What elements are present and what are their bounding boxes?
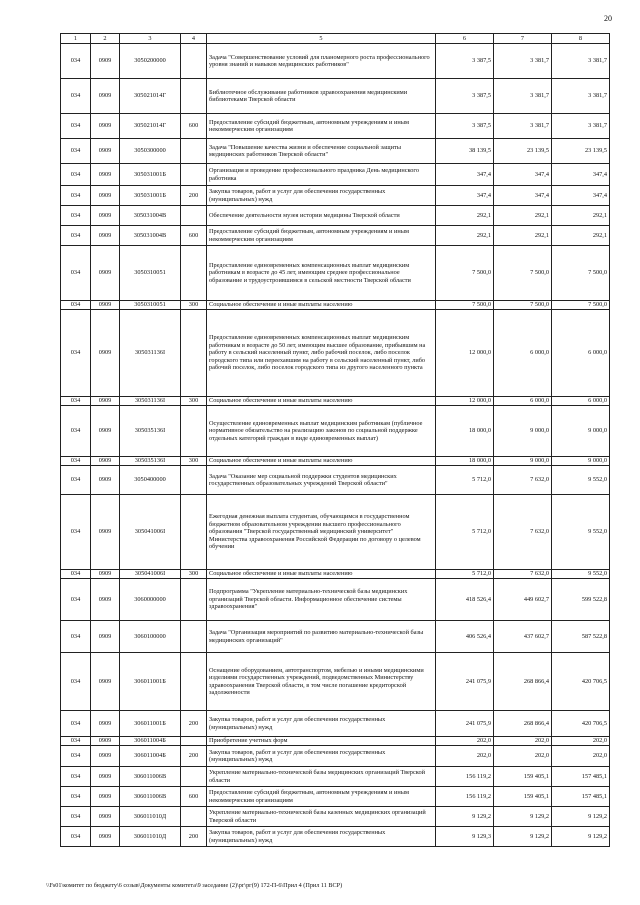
expense-type-cell: 600: [181, 114, 207, 139]
table-row: [61, 406, 610, 457]
table-row: [61, 226, 610, 246]
section-code-cell: 034: [61, 79, 91, 114]
item-name-cell: Осуществление единовременных выплат медицинским работникам (публичное нормативное обязательство на реализацию законов по социальной поддержке отдельных категорий граждан в виде единовременных выплат): [207, 406, 436, 457]
amount-col8-cell: 9 000,0: [552, 457, 610, 466]
subsection-code-cell: 0909: [91, 246, 120, 301]
subsection-code-cell: 0909: [91, 457, 120, 466]
item-name-cell: Подпрограмма "Укрепление материально-технической базы медицинских организаций Тверской области. Информационное обеспечение системы здравоохранения": [207, 579, 436, 621]
amount-col6-cell: 7 500,0: [436, 301, 494, 310]
item-name-cell: Организация и проведение профессионального праздника День медицинского работника: [207, 164, 436, 186]
amount-col7-cell: 292,1: [494, 226, 552, 246]
header-row: [61, 34, 610, 44]
subsection-code-cell: 0909: [91, 653, 120, 711]
table-row: [61, 457, 610, 466]
target-article-cell: 305021014Г: [120, 79, 181, 114]
section-code-cell: 034: [61, 711, 91, 737]
expense-type-cell: 600: [181, 226, 207, 246]
section-code-cell: 034: [61, 495, 91, 570]
amount-col6-cell: 5 712,0: [436, 495, 494, 570]
table-body: [61, 44, 610, 847]
subsection-code-cell: 0909: [91, 827, 120, 847]
item-name-cell: Задача "Повышение качества жизни и обеспечение социальной защиты медицинских работников Тверской области": [207, 139, 436, 164]
amount-col7-cell: 9 000,0: [494, 406, 552, 457]
target-article-cell: 3050310051: [120, 301, 181, 310]
subsection-code-cell: 0909: [91, 301, 120, 310]
section-code-cell: 034: [61, 406, 91, 457]
item-name-cell: Задача "Оказание мер социальной поддержки студентов медицинских государственных образовательных учреждений Тверской области": [207, 466, 436, 495]
amount-col6-cell: 5 712,0: [436, 466, 494, 495]
item-name-cell: Библиотечное обслуживание работников здравоохранения медицинскими библиотеками Тверской области: [207, 79, 436, 114]
item-name-cell: Укрепление материально-технической базы казенных медицинских организаций Тверской области: [207, 807, 436, 827]
amount-col7-cell: 7 632,0: [494, 466, 552, 495]
amount-col6-cell: 202,0: [436, 737, 494, 746]
table-row: [61, 767, 610, 787]
amount-col6-cell: 241 075,9: [436, 711, 494, 737]
section-code-cell: 034: [61, 114, 91, 139]
table-row: [61, 466, 610, 495]
item-name-cell: Закупка товаров, работ и услуг для обеспечения государственных (муниципальных) нужд: [207, 746, 436, 767]
item-name-cell: Социальное обеспечение и иные выплаты населению: [207, 397, 436, 406]
subsection-code-cell: 0909: [91, 621, 120, 653]
expense-type-cell: [181, 44, 207, 79]
expense-type-cell: 600: [181, 787, 207, 807]
section-code-cell: 034: [61, 466, 91, 495]
table-row: [61, 737, 610, 746]
section-code-cell: 034: [61, 570, 91, 579]
page-number: 20: [604, 14, 612, 23]
target-article-cell: 305035136I: [120, 406, 181, 457]
section-code-cell: 034: [61, 737, 91, 746]
amount-col7-cell: 7 632,0: [494, 570, 552, 579]
item-name-cell: Обеспечение деятельности музея истории медицины Тверской области: [207, 206, 436, 226]
amount-col7-cell: 159 405,1: [494, 787, 552, 807]
table-row: [61, 579, 610, 621]
amount-col7-cell: 9 129,2: [494, 807, 552, 827]
section-code-cell: 034: [61, 787, 91, 807]
section-code-cell: 034: [61, 301, 91, 310]
amount-col7-cell: 9 000,0: [494, 457, 552, 466]
expense-type-cell: [181, 206, 207, 226]
expense-type-cell: [181, 621, 207, 653]
amount-col7-cell: 7 500,0: [494, 301, 552, 310]
table-row: [61, 653, 610, 711]
subsection-code-cell: 0909: [91, 79, 120, 114]
target-article-cell: 305021014Г: [120, 114, 181, 139]
amount-col8-cell: 157 485,1: [552, 787, 610, 807]
amount-col7-cell: 292,1: [494, 206, 552, 226]
item-name-cell: Укрепление материально-технической базы медицинских организаций Тверской области: [207, 767, 436, 787]
table-row: [61, 139, 610, 164]
target-article-cell: 3060000000: [120, 579, 181, 621]
subsection-code-cell: 0909: [91, 466, 120, 495]
table-row: [61, 807, 610, 827]
section-code-cell: 034: [61, 139, 91, 164]
amount-col8-cell: 9 552,0: [552, 570, 610, 579]
amount-col8-cell: 3 381,7: [552, 44, 610, 79]
table-row: [61, 495, 610, 570]
amount-col7-cell: 159 405,1: [494, 767, 552, 787]
item-name-cell: Закупка товаров, работ и услуг для обеспечения государственных (муниципальных) нужд: [207, 827, 436, 847]
column-header: 8: [552, 34, 610, 44]
subsection-code-cell: 0909: [91, 579, 120, 621]
subsection-code-cell: 0909: [91, 186, 120, 206]
table-row: [61, 206, 610, 226]
expense-type-cell: [181, 653, 207, 711]
target-article-cell: 306011004Б: [120, 737, 181, 746]
section-code-cell: 034: [61, 621, 91, 653]
section-code-cell: 034: [61, 206, 91, 226]
column-header: 2: [91, 34, 120, 44]
target-article-cell: 306011001Б: [120, 711, 181, 737]
amount-col8-cell: 347,4: [552, 164, 610, 186]
amount-col7-cell: 23 139,5: [494, 139, 552, 164]
expense-type-cell: [181, 466, 207, 495]
item-name-cell: Социальное обеспечение и иные выплаты населению: [207, 301, 436, 310]
amount-col8-cell: 9 000,0: [552, 406, 610, 457]
subsection-code-cell: 0909: [91, 226, 120, 246]
subsection-code-cell: 0909: [91, 139, 120, 164]
expense-type-cell: [181, 495, 207, 570]
amount-col8-cell: 157 485,1: [552, 767, 610, 787]
amount-col7-cell: 202,0: [494, 737, 552, 746]
target-article-cell: 305031136I: [120, 310, 181, 397]
table-row: [61, 44, 610, 79]
amount-col6-cell: 7 500,0: [436, 246, 494, 301]
table-row: [61, 310, 610, 397]
amount-col8-cell: 420 706,5: [552, 653, 610, 711]
item-name-cell: Предоставление субсидий бюджетным, автономным учреждениям и иным некоммерческим организациям: [207, 787, 436, 807]
target-article-cell: 305031001Б: [120, 186, 181, 206]
amount-col8-cell: 23 139,5: [552, 139, 610, 164]
table-row: [61, 397, 610, 406]
amount-col6-cell: 347,4: [436, 164, 494, 186]
section-code-cell: 034: [61, 457, 91, 466]
amount-col8-cell: 6 000,0: [552, 397, 610, 406]
table-row: [61, 186, 610, 206]
section-code-cell: 034: [61, 310, 91, 397]
amount-col6-cell: 3 387,5: [436, 114, 494, 139]
target-article-cell: 306011004Б: [120, 746, 181, 767]
target-article-cell: 3060100000: [120, 621, 181, 653]
item-name-cell: Оснащение оборудованием, автотранспортом, мебелью и иными медицинскими изделиями государственных учреждений, подведомственных Министерству здравоохранения Тверской области, в том числе погашение кредиторской задолженности: [207, 653, 436, 711]
subsection-code-cell: 0909: [91, 807, 120, 827]
amount-col6-cell: 3 387,5: [436, 44, 494, 79]
table-row: [61, 114, 610, 139]
subsection-code-cell: 0909: [91, 570, 120, 579]
amount-col7-cell: 347,4: [494, 186, 552, 206]
amount-col7-cell: 449 602,7: [494, 579, 552, 621]
expense-type-cell: [181, 579, 207, 621]
column-header: 7: [494, 34, 552, 44]
expense-type-cell: 300: [181, 397, 207, 406]
amount-col6-cell: 241 075,9: [436, 653, 494, 711]
expense-type-cell: 300: [181, 301, 207, 310]
item-name-cell: Предоставление единовременных компенсационных выплат медицинским работникам в возрасте до 45 лет, имеющим среднее профессиональное образование и трудоустроившимся в сельской местности Тверской области: [207, 246, 436, 301]
amount-col8-cell: 292,1: [552, 206, 610, 226]
expense-type-cell: 200: [181, 827, 207, 847]
amount-col8-cell: 292,1: [552, 226, 610, 246]
amount-col8-cell: 202,0: [552, 737, 610, 746]
amount-col6-cell: 3 387,5: [436, 79, 494, 114]
amount-col7-cell: 7 500,0: [494, 246, 552, 301]
section-code-cell: 034: [61, 44, 91, 79]
amount-col7-cell: 9 129,2: [494, 827, 552, 847]
budget-table: [60, 33, 610, 847]
target-article-cell: 3050300000: [120, 139, 181, 164]
amount-col7-cell: 202,0: [494, 746, 552, 767]
amount-col8-cell: 3 381,7: [552, 114, 610, 139]
amount-col8-cell: 420 706,5: [552, 711, 610, 737]
item-name-cell: Предоставление единовременных компенсационных выплат медицинским работникам в возрасте до 50 лет, имеющим высшее образование, прибывшим на работу в сельский населенный пункт, либо рабочий поселок, либо поселок городского типа или переехавшим на работу в сельский населенный пункт, либо рабочий поселок, либо поселок городского типа из другого населенного пункта: [207, 310, 436, 397]
amount-col7-cell: 3 381,7: [494, 44, 552, 79]
table-row: [61, 621, 610, 653]
target-article-cell: 305041006I: [120, 495, 181, 570]
target-article-cell: 305031004В: [120, 206, 181, 226]
amount-col8-cell: 3 381,7: [552, 79, 610, 114]
item-name-cell: Задача "Совершенствование условий для планомерного роста профессионального уровня знаний и навыков медицинских работников": [207, 44, 436, 79]
table-row: [61, 827, 610, 847]
amount-col8-cell: 9 552,0: [552, 495, 610, 570]
table-row: [61, 246, 610, 301]
section-code-cell: 034: [61, 767, 91, 787]
subsection-code-cell: 0909: [91, 164, 120, 186]
item-name-cell: Ежегодная денежная выплата студентам, обучающимся в государственном бюджетном образовательном учреждении высшего профессионального образования "Тверской государственный медицинский университет" Министерства здравоохранения Российской Федерации по договору о целевом обучении: [207, 495, 436, 570]
item-name-cell: Приобретение учетных форм: [207, 737, 436, 746]
section-code-cell: 034: [61, 579, 91, 621]
expense-type-cell: [181, 807, 207, 827]
column-header: 4: [181, 34, 207, 44]
table-row: [61, 301, 610, 310]
amount-col6-cell: 418 526,4: [436, 579, 494, 621]
amount-col6-cell: 347,4: [436, 186, 494, 206]
amount-col6-cell: 12 000,0: [436, 397, 494, 406]
section-code-cell: 034: [61, 827, 91, 847]
subsection-code-cell: 0909: [91, 495, 120, 570]
subsection-code-cell: 0909: [91, 746, 120, 767]
table-row: [61, 570, 610, 579]
table-row: [61, 746, 610, 767]
amount-col6-cell: 12 000,0: [436, 310, 494, 397]
section-code-cell: 034: [61, 226, 91, 246]
target-article-cell: 305031001Б: [120, 164, 181, 186]
subsection-code-cell: 0909: [91, 711, 120, 737]
target-article-cell: 306011010Д: [120, 807, 181, 827]
expense-type-cell: 300: [181, 570, 207, 579]
amount-col8-cell: 599 522,8: [552, 579, 610, 621]
table-row: [61, 164, 610, 186]
expense-type-cell: [181, 310, 207, 397]
section-code-cell: 034: [61, 164, 91, 186]
section-code-cell: 034: [61, 653, 91, 711]
subsection-code-cell: 0909: [91, 206, 120, 226]
amount-col8-cell: 6 000,0: [552, 310, 610, 397]
amount-col6-cell: 18 000,0: [436, 406, 494, 457]
expense-type-cell: 300: [181, 457, 207, 466]
amount-col8-cell: 7 500,0: [552, 301, 610, 310]
item-name-cell: Закупка товаров, работ и услуг для обеспечения государственных (муниципальных) нужд: [207, 186, 436, 206]
expense-type-cell: [181, 79, 207, 114]
expense-type-cell: [181, 246, 207, 301]
expense-type-cell: 200: [181, 746, 207, 767]
amount-col8-cell: 9 129,2: [552, 827, 610, 847]
target-article-cell: 305031004В: [120, 226, 181, 246]
amount-col6-cell: 156 119,2: [436, 767, 494, 787]
expense-type-cell: [181, 164, 207, 186]
amount-col8-cell: 587 522,8: [552, 621, 610, 653]
table-row: [61, 787, 610, 807]
item-name-cell: Задача "Организация мероприятий по развитию материально-технической базы медицинских организаций": [207, 621, 436, 653]
target-article-cell: 3050400000: [120, 466, 181, 495]
amount-col6-cell: 406 526,4: [436, 621, 494, 653]
section-code-cell: 034: [61, 807, 91, 827]
target-article-cell: 3050200000: [120, 44, 181, 79]
subsection-code-cell: 0909: [91, 737, 120, 746]
table-row: [61, 711, 610, 737]
amount-col7-cell: 268 866,4: [494, 711, 552, 737]
column-header: 5: [207, 34, 436, 44]
subsection-code-cell: 0909: [91, 310, 120, 397]
item-name-cell: Закупка товаров, работ и услуг для обеспечения государственных (муниципальных) нужд: [207, 711, 436, 737]
section-code-cell: 034: [61, 246, 91, 301]
target-article-cell: 305035136I: [120, 457, 181, 466]
subsection-code-cell: 0909: [91, 767, 120, 787]
amount-col8-cell: 9 552,0: [552, 466, 610, 495]
amount-col6-cell: 156 119,2: [436, 787, 494, 807]
section-code-cell: 034: [61, 397, 91, 406]
expense-type-cell: [181, 767, 207, 787]
item-name-cell: Социальное обеспечение и иные выплаты населению: [207, 457, 436, 466]
amount-col6-cell: 38 139,5: [436, 139, 494, 164]
expense-type-cell: 200: [181, 711, 207, 737]
item-name-cell: Социальное обеспечение и иные выплаты населению: [207, 570, 436, 579]
target-article-cell: 306011010Д: [120, 827, 181, 847]
target-article-cell: 3050310051: [120, 246, 181, 301]
target-article-cell: 305031136I: [120, 397, 181, 406]
amount-col6-cell: 292,1: [436, 206, 494, 226]
amount-col7-cell: 6 000,0: [494, 397, 552, 406]
section-code-cell: 034: [61, 746, 91, 767]
table-row: [61, 79, 610, 114]
amount-col7-cell: 347,4: [494, 164, 552, 186]
item-name-cell: Предоставление субсидий бюджетным, автономным учреждениям и иным некоммерческим организациям: [207, 226, 436, 246]
amount-col7-cell: 7 632,0: [494, 495, 552, 570]
target-article-cell: 305041006I: [120, 570, 181, 579]
subsection-code-cell: 0909: [91, 397, 120, 406]
amount-col6-cell: 9 129,2: [436, 807, 494, 827]
amount-col8-cell: 347,4: [552, 186, 610, 206]
expense-type-cell: [181, 737, 207, 746]
column-header: 6: [436, 34, 494, 44]
expense-type-cell: [181, 139, 207, 164]
amount-col7-cell: 6 000,0: [494, 310, 552, 397]
target-article-cell: 306011006В: [120, 787, 181, 807]
subsection-code-cell: 0909: [91, 787, 120, 807]
target-article-cell: 306011001Б: [120, 653, 181, 711]
subsection-code-cell: 0909: [91, 114, 120, 139]
column-header: 3: [120, 34, 181, 44]
section-code-cell: 034: [61, 186, 91, 206]
amount-col7-cell: 3 381,7: [494, 79, 552, 114]
expense-type-cell: [181, 406, 207, 457]
amount-col7-cell: 3 381,7: [494, 114, 552, 139]
subsection-code-cell: 0909: [91, 44, 120, 79]
column-header: 1: [61, 34, 91, 44]
file-path-footer: \\Fs01\комитет по бюджету\6 созыв\Документы комитета\9 заседание (2)\рг\рг(9) 172-П-6\Прил 4 (Прил 11 ВСР): [46, 882, 343, 889]
amount-col6-cell: 202,0: [436, 746, 494, 767]
subsection-code-cell: 0909: [91, 406, 120, 457]
amount-col8-cell: 9 129,2: [552, 807, 610, 827]
amount-col7-cell: 268 866,4: [494, 653, 552, 711]
expense-type-cell: 200: [181, 186, 207, 206]
target-article-cell: 306011006В: [120, 767, 181, 787]
amount-col8-cell: 202,0: [552, 746, 610, 767]
amount-col6-cell: 292,1: [436, 226, 494, 246]
amount-col8-cell: 7 500,0: [552, 246, 610, 301]
amount-col7-cell: 437 602,7: [494, 621, 552, 653]
amount-col6-cell: 18 000,0: [436, 457, 494, 466]
amount-col6-cell: 9 129,3: [436, 827, 494, 847]
item-name-cell: Предоставление субсидий бюджетным, автономным учреждениям и иным некоммерческим организациям: [207, 114, 436, 139]
amount-col6-cell: 5 712,0: [436, 570, 494, 579]
